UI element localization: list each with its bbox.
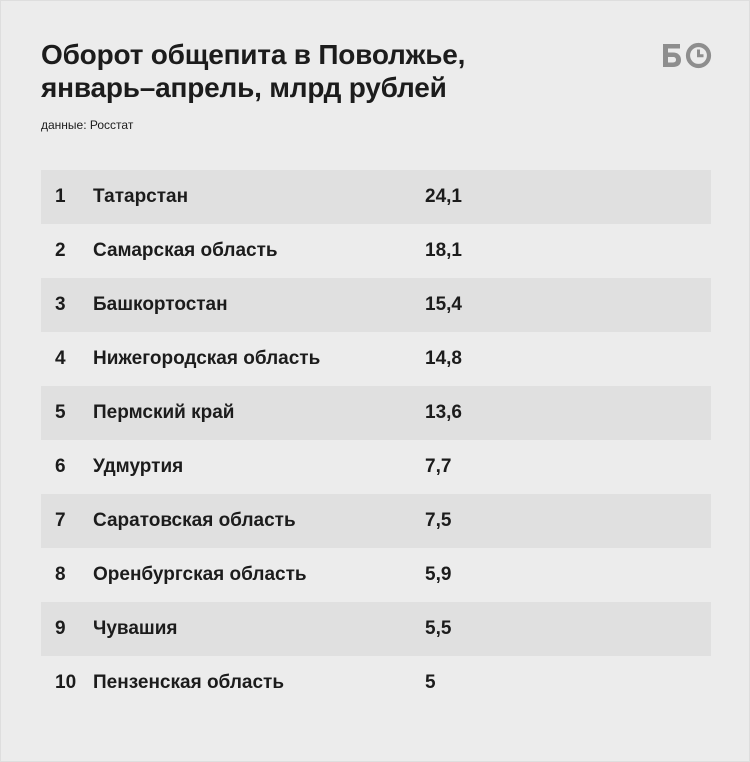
table-row <box>41 494 711 548</box>
title-line-2: январь–апрель, млрд рублей <box>41 72 447 103</box>
row-region: Башкортостан <box>93 294 228 315</box>
table-row <box>41 602 711 656</box>
row-value: 5 <box>425 672 436 693</box>
page-title <box>41 38 601 104</box>
row-value: 24,1 <box>425 186 462 207</box>
row-rank: 3 <box>55 294 66 315</box>
row-rank: 4 <box>55 348 66 369</box>
row-value: 5,9 <box>425 564 452 585</box>
table-row <box>41 332 711 386</box>
row-rank: 2 <box>55 240 66 261</box>
row-region: Татарстан <box>93 186 189 207</box>
row-value: 13,6 <box>425 402 462 423</box>
source-note: данные: Росстат <box>41 118 134 132</box>
table-row <box>41 440 711 494</box>
row-rank: 6 <box>55 456 66 477</box>
row-region: Оренбургская область <box>93 564 307 585</box>
row-value: 15,4 <box>425 294 462 315</box>
table-row <box>41 656 711 710</box>
ranking-table <box>41 170 711 710</box>
table-row <box>41 548 711 602</box>
row-region: Пензенская область <box>93 672 285 693</box>
row-rank: 10 <box>55 672 77 693</box>
row-rank: 1 <box>55 186 66 207</box>
row-region: Нижегородская область <box>93 348 321 369</box>
row-region: Чувашия <box>93 618 178 639</box>
row-rank: 7 <box>55 510 66 531</box>
row-region: Самарская область <box>93 240 278 261</box>
row-value: 14,8 <box>425 348 462 369</box>
table-row <box>41 170 711 224</box>
table-row <box>41 278 711 332</box>
row-region: Удмуртия <box>93 456 184 477</box>
row-rank: 5 <box>55 402 66 423</box>
title-line-1: Оборот общепита в Поволжье, <box>41 39 466 70</box>
table-row <box>41 386 711 440</box>
row-rank: 8 <box>55 564 66 585</box>
row-region: Пермский край <box>93 402 235 423</box>
row-rank: 9 <box>55 618 66 639</box>
row-value: 5,5 <box>425 618 452 639</box>
table-row <box>41 224 711 278</box>
bo-logo-icon <box>661 41 713 69</box>
row-region: Саратовская область <box>93 510 296 531</box>
row-value: 18,1 <box>425 240 462 261</box>
row-value: 7,5 <box>425 510 452 531</box>
row-value: 7,7 <box>425 456 452 477</box>
